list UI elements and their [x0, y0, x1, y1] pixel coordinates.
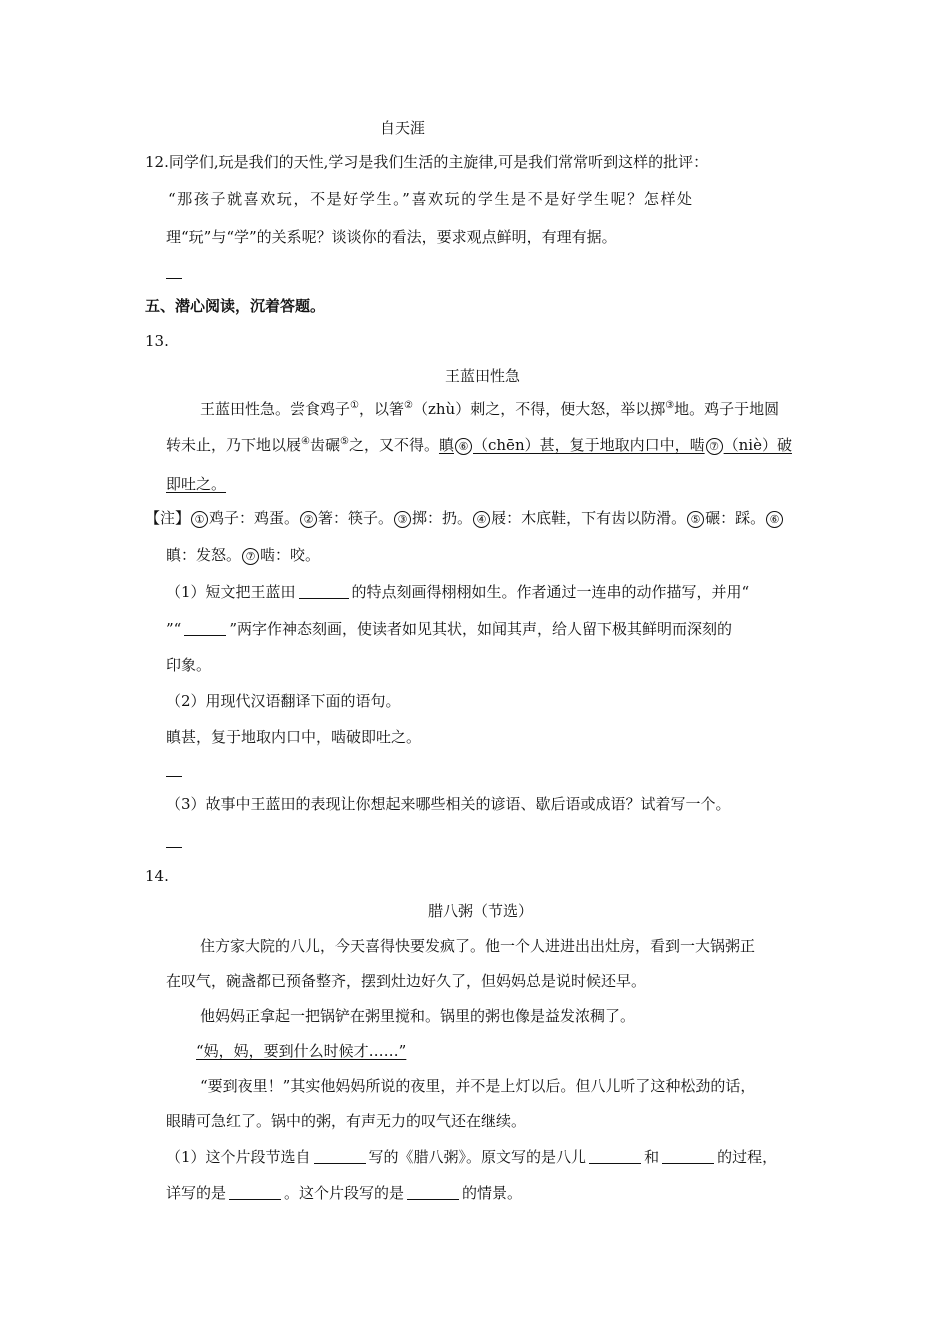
footnote-mark: ⑤: [340, 436, 349, 447]
q12-line2: “那孩子就喜欢玩，不是好学生。”喜欢玩的学生是不是好学生呢？怎样处: [168, 190, 694, 208]
question-text: 的过程，: [717, 1148, 778, 1166]
notes-label: 【注】: [145, 509, 191, 527]
question-text: 详写的是: [166, 1184, 227, 1202]
q12-line1: [145, 152, 708, 172]
passage-line: 他妈妈正拿起一把锅铲在粥里搅和。锅里的粥也像是益发浓稠了。: [200, 1007, 636, 1025]
question-text: 的情景。: [462, 1184, 523, 1202]
fill-blank[interactable]: [589, 1149, 641, 1164]
subquestion-3: （3）故事中王蓝田的表现让你想起来哪些相关的谚语、歇后语或成语？试着写一个。: [166, 795, 731, 813]
translate-sentence: 瞋甚，复于地取内口中，啮破即吐之。: [166, 728, 422, 746]
note-mark: ④: [473, 511, 490, 528]
underlined-sentence: [439, 436, 792, 454]
subquestion-2: （2）用现代汉语翻译下面的语句。: [166, 692, 401, 710]
question-text: 写的《腊八粥》。原文写的是八儿: [368, 1148, 587, 1166]
passage-line: “要到夜里！”其实他妈妈所说的夜里，并不是上灯以后。但八儿听了这种松劲的话，: [200, 1077, 756, 1095]
fill-blank[interactable]: [407, 1185, 459, 1200]
passage-text: 地。鸡子于地圆: [674, 400, 780, 418]
subquestion-1-line-3: 印象。: [166, 656, 212, 674]
passage-line: 眼睛可急红了。锅中的粥，有声无力的叹气还在继续。: [166, 1112, 527, 1130]
q13-number: 13.: [145, 332, 169, 350]
note-text: 箸：筷子。: [318, 509, 394, 527]
note-mark: ③: [394, 511, 411, 528]
passage-text: 之，又不得。: [348, 436, 439, 454]
question-text: 。这个片段写的是: [284, 1184, 405, 1202]
fill-blank[interactable]: [184, 621, 226, 636]
note-text: 碾：踩。: [705, 509, 766, 527]
fill-blank[interactable]: [299, 584, 349, 599]
underlined-dialogue: “妈，妈，要到什么时候才……”: [196, 1042, 407, 1060]
q14-subquestion-1-line-1: [166, 1147, 777, 1167]
note-mark: ⑤: [687, 511, 704, 528]
answer-line: [166, 278, 182, 279]
passage-line: 住方家大院的八儿，今天喜得快要发疯了。他一个人进进出出灶房，看到一大锅粥正: [200, 937, 756, 955]
question-text: ”两字作神态刻画，使读者如见其状，如闻其声，给人留下极其鲜明而深刻的: [229, 620, 733, 638]
note-text: 瞋：发怒。: [166, 546, 242, 564]
q14-number: 14.: [145, 867, 169, 885]
note-text: 屐：木底鞋，下有齿以防滑。: [491, 509, 687, 527]
footnote-mark: ⑦: [706, 438, 723, 455]
passage-line-1: [200, 399, 779, 419]
q12-text-1: 同学们,玩是我们的天性,学习是我们生活的主旋律,可是我们常常听到这样的批评：: [168, 153, 709, 171]
note-text: 掷：扔。: [412, 509, 473, 527]
passage-text: 齿碾: [309, 436, 340, 454]
q12-line3: 理“玩”与“学”的关系呢？谈谈你的看法，要求观点鲜明，有理有据。: [166, 228, 617, 246]
passage-text: 瞋: [438, 436, 454, 454]
q14-subquestion-1-line-2: [166, 1183, 522, 1203]
footnote-mark: ②: [404, 400, 413, 411]
notes-line-1: [145, 508, 784, 528]
note-text: 啮：咬。: [260, 546, 321, 564]
section-title: 五、潜心阅读，沉着答题。: [145, 297, 326, 315]
notes-line-2: [166, 545, 320, 565]
passage-line-2: [166, 435, 792, 455]
note-mark: ②: [300, 511, 317, 528]
passage-text: 王蓝田性急。尝食鸡子: [200, 400, 351, 418]
question-text: 的特点刻画得栩栩如生。作者通过一连串的动作描写，并用“: [351, 583, 750, 601]
passage-title: 王蓝田性急: [445, 367, 521, 385]
footnote-mark: ①: [350, 400, 359, 411]
passage-text: ，以箸: [358, 400, 404, 418]
question-text: 和: [644, 1148, 660, 1166]
fill-blank[interactable]: [314, 1149, 366, 1164]
subquestion-1-line-2: [166, 619, 732, 639]
footnote-mark: ⑥: [455, 438, 472, 455]
passage-line-3: 即吐之。: [166, 475, 227, 493]
previous-text-tail: 自天涯: [380, 119, 426, 137]
footnote-mark: ③: [665, 400, 675, 411]
question-text: （1）短文把王蓝田: [166, 583, 296, 601]
passage-line: 在叹气，碗盏都已预备整齐，摆到灶边好久了，但妈妈总是说时候还早。: [166, 972, 647, 990]
answer-line: [166, 776, 182, 777]
fill-blank[interactable]: [662, 1149, 714, 1164]
note-mark: ①: [191, 511, 208, 528]
fill-blank[interactable]: [229, 1185, 281, 1200]
passage-text: （zhù）刺之，不得，便大怒，举以掷: [412, 400, 666, 418]
note-text: 鸡子：鸡蛋。: [209, 509, 300, 527]
passage-title: 腊八粥（节选）: [428, 902, 534, 920]
subquestion-1-line-1: [166, 582, 749, 602]
passage-text: （chēn）甚，复于地取内口中，啮: [473, 436, 705, 454]
footnote-mark: ④: [301, 436, 310, 447]
passage-text: （niè）破: [723, 436, 792, 454]
note-mark: ⑥: [766, 511, 783, 528]
note-mark: ⑦: [242, 548, 259, 565]
question-text: （1）这个片段节选自: [166, 1148, 311, 1166]
q12-number: 12.: [145, 153, 169, 171]
question-text: ”“: [166, 620, 182, 638]
passage-text: 转未止，乃下地以屐: [166, 436, 302, 454]
answer-line: [166, 847, 182, 848]
